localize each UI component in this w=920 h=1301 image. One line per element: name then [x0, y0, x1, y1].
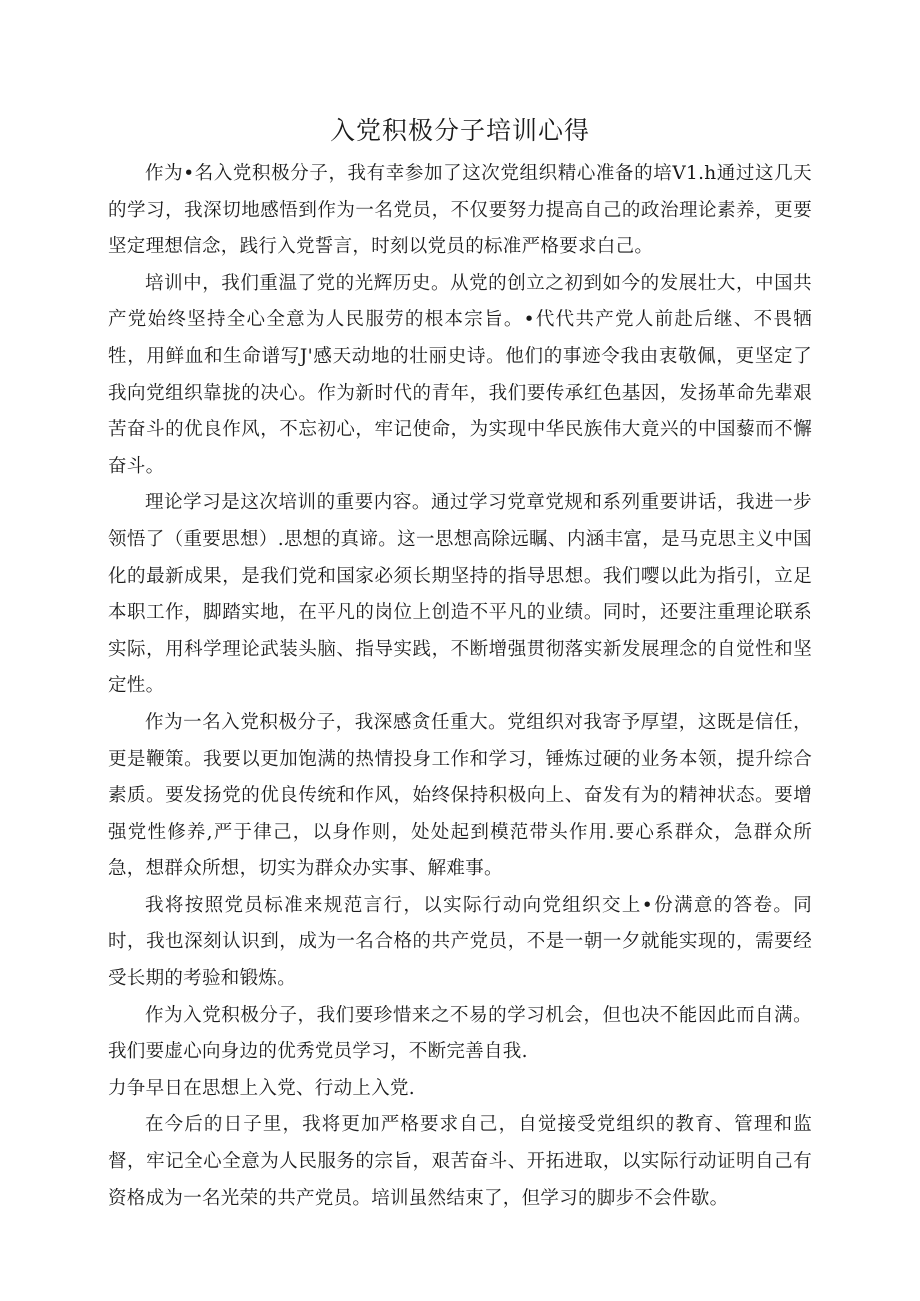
paragraph-3: 理论学习是这次培训的重要内容。通过学习党章党规和系列重要讲话，我进一步领悟了（重要思想）.思想的真谛。这一思想高除远瞩、内涵丰富，是马克思主义中国化的最新成果，是我们党和国家必须长期坚持的指导思想。我们嘤以此为指引，立足本职工作，脚踏实地，在平凡的岗位上创造不平凡的业绩。同时，还要注重理论联系实际，用科学理论武装头脑、指导实践，不断增强贯彻落实新发展理念的自觉性和坚定性。: [108, 492, 812, 697]
paragraph-6: 作为入党积极分子，我们要珍惜来之不易的学习机会，但也决不能因此而自满。我们要虚心向身边的优秀党员学习，不断完善自我.: [108, 1004, 812, 1063]
paragraph-1: 作为•名入党积极分子，我有幸参加了这次党组织精心准备的培V1.h通过这几天的学习，我深切地感悟到作为一名党员，不仅要努力提高自己的政治理论素养，更要坚定理想信念，践行入党誓言，时刻以党员的标准严格要求白己。: [108, 163, 812, 258]
paragraph-2: 培训中，我们重温了党的光辉历史。从党的创立之初到如今的发展壮大，中国共产党始终坚持全心全意为人民服劳的根本宗旨。•代代共产党人前赴后继、不畏牺牲，用鲜血和生命谱写J'感天动地的壮丽史诗。他们的事迹令我由衷敬佩，更坚定了我向党组织靠拢的决心。作为新时代的青年，我们要传承红色基因，发扬革命先辈艰苦奋斗的优良作风，不忘初心，牢记使命，为实现中华民族伟大竟兴的中国藜而不懈奋斗。: [108, 272, 812, 477]
document-title: 入党积极分子培训心得: [329, 116, 590, 145]
paragraph-8: 在今后的日子里，我将更加严格要求自己，自觉接受党组织的教育、管理和监督，牢记全心全意为人民服务的宗旨，艰苦奋斗、开拓进取，以实际行动证明自己有资格成为一名光荣的共产党员。培训虽然结束了，但学习的脚步不会件歇。: [108, 1114, 812, 1209]
paragraph-7: 力争早日在思想上入党、行动上入党.: [108, 1077, 415, 1099]
paragraph-5: 我将按照党员标准来规范言行，以实际行动向党组织交上•份满意的答卷。同时，我也深刻认识到，成为一名合格的共产党员，不是一朝一夕就能实现的，需要经受长期的考验和锻炼。: [108, 894, 812, 990]
document-body: [108, 156, 812, 1217]
paragraph-4: 作为一名入党积极分子，我深感贪任重大。党组织对我寄予厚望，这既是信任，更是鞭策。我要以更加饱满的热情投身工作和学习，锤炼过硬的业务本领，提升综合素质。要发扬党的优良传统和作风，始终保持积极向上、奋发有为的精神状态。要增强党性修养,严于律己，以身作则，处处起到模范带头作用.要心系群众，急群众所急，想群众所想，切实为群众办实事、解难事。: [108, 711, 812, 880]
